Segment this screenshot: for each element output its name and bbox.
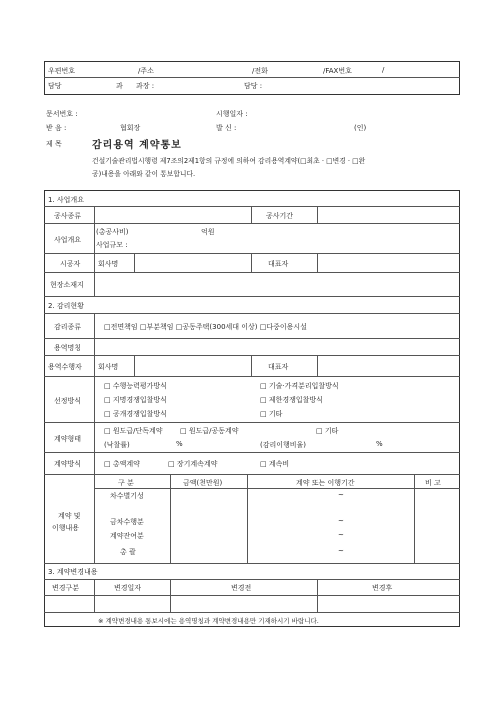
col-note: 비 고 — [425, 479, 441, 487]
dept-label: 과 — [116, 82, 123, 90]
row-progress: 차수별기성 — [110, 492, 144, 500]
change-col-date: 변경일자 — [114, 584, 142, 592]
doc-seal: (인) — [354, 124, 367, 132]
builder-label: 시공자 — [60, 260, 81, 268]
select-option-a3: □ 공개경쟁입찰방식 — [104, 410, 167, 418]
builder-rep-label: 대표자 — [268, 260, 289, 268]
select-option-b2: □ 제한경쟁입찰방식 — [260, 396, 323, 404]
manager-label: 담당 — [48, 82, 62, 90]
select-option-b3: □ 기타 — [260, 410, 283, 418]
bid-rate-label: (낙찰률) — [104, 441, 130, 449]
section2-title: 2. 감리현황 — [48, 302, 84, 310]
doc-body-line2: 공)내용을 아래와 같이 통보합니다. — [92, 170, 196, 178]
row-current: 금차수행분 — [110, 518, 144, 526]
supervision-type-label: 감리종류 — [54, 323, 82, 331]
location-label: 현장소재지 — [50, 281, 84, 289]
col-period: 계약 또는 이행기간 — [296, 479, 355, 487]
performance-label-2: 이행내용 — [52, 524, 80, 532]
row-remaining-tilde: ~ — [338, 531, 344, 539]
contract-method-label: 계약방식 — [54, 460, 82, 468]
section3-title: 3. 계약변경내용 — [48, 568, 98, 576]
chief-label: 과장 : — [136, 82, 155, 90]
contract-method-opt2: □ 장기계속계약 — [168, 460, 218, 468]
contract-form-label: 계약형태 — [54, 435, 82, 443]
col-division: 구 분 — [118, 479, 134, 487]
period-label: 공사기간 — [266, 212, 294, 220]
change-col-before: 변경전 — [231, 584, 252, 592]
cost-unit: 억원 — [201, 228, 215, 236]
doc-date: 시행일자 : — [216, 110, 248, 118]
ratio-label: (감리이행비율) — [260, 441, 307, 449]
doc-assoc: 협회장 — [120, 124, 141, 132]
change-col-after: 변경후 — [372, 584, 393, 592]
fax-end: / — [382, 66, 385, 74]
manager2-label: 담당 : — [244, 82, 263, 90]
select-option-b1: □ 기술·가격분리입찰방식 — [260, 382, 339, 390]
contract-form-opt2: □ 원도급/공동계약 — [180, 427, 239, 435]
project-type-label: 공사종류 — [54, 212, 82, 220]
builder-company-label: 회사명 — [98, 260, 119, 268]
performer-rep-label: 대표자 — [268, 363, 289, 371]
select-method-label: 선정방식 — [54, 397, 82, 405]
row-total-tilde: ~ — [338, 547, 344, 555]
contract-form-opt1: □ 원도급/단독계약 — [104, 427, 163, 435]
contract-form-opt3: □ 기타 — [316, 427, 339, 435]
ratio-pct: % — [376, 440, 383, 448]
phone-label: /전화 — [252, 67, 268, 75]
row-remaining: 계약잔여분 — [110, 532, 144, 540]
performer-label: 용역수행자 — [48, 363, 82, 371]
select-option-a2: □ 지명경쟁입찰방식 — [104, 396, 167, 404]
change-col-type: 변경구분 — [52, 584, 80, 592]
service-name-label: 용역명칭 — [54, 344, 82, 352]
doc-recv: 받 음 : — [46, 124, 67, 132]
doc-no: 문서번호 : — [46, 110, 78, 118]
doc-sender: 발 신 : — [216, 124, 237, 132]
zip-label: 우편번호 — [48, 67, 76, 75]
performance-label-1: 계약 및 — [58, 512, 81, 520]
performer-company-label: 회사명 — [98, 363, 119, 371]
section1-title: 1. 사업개요 — [48, 196, 84, 204]
scale-label: 사업규모 : — [96, 241, 128, 249]
contract-method-opt1: □ 총액계약 — [104, 460, 140, 468]
fax-label: /FAX번호 — [323, 67, 352, 75]
col-amount: 금액(천만원) — [183, 479, 223, 487]
address-label: /주소 — [138, 67, 154, 75]
supervision-type-options: □전면책임 □부분책임 □공동주택(300세대 이상) □다중이용시설 — [104, 323, 307, 331]
row-total: 총 괄 — [120, 548, 136, 556]
row-current-tilde: ~ — [338, 517, 344, 525]
cost-label: (총공사비) — [96, 228, 129, 236]
select-option-a1: □ 수행능력평가방식 — [104, 382, 167, 390]
change-note: ※ 계약변경내용 통보시에는 용역명칭과 계약변경내용만 기재하시기 바랍니다. — [98, 617, 319, 625]
row-progress-tilde: ~ — [338, 491, 344, 499]
bid-rate-pct: % — [176, 440, 183, 448]
doc-subject: 감리용역 계약통보 — [92, 140, 182, 151]
overview-label: 사업개요 — [54, 236, 82, 244]
doc-body-line1: 건설기술관리법시행령 제7조의2제1항의 규정에 의하여 감리용역계약(□최초 · □변경 · □완 — [92, 157, 366, 165]
contract-method-opt3: □ 계속비 — [260, 460, 290, 468]
subject-label: 제 목 — [46, 140, 62, 148]
